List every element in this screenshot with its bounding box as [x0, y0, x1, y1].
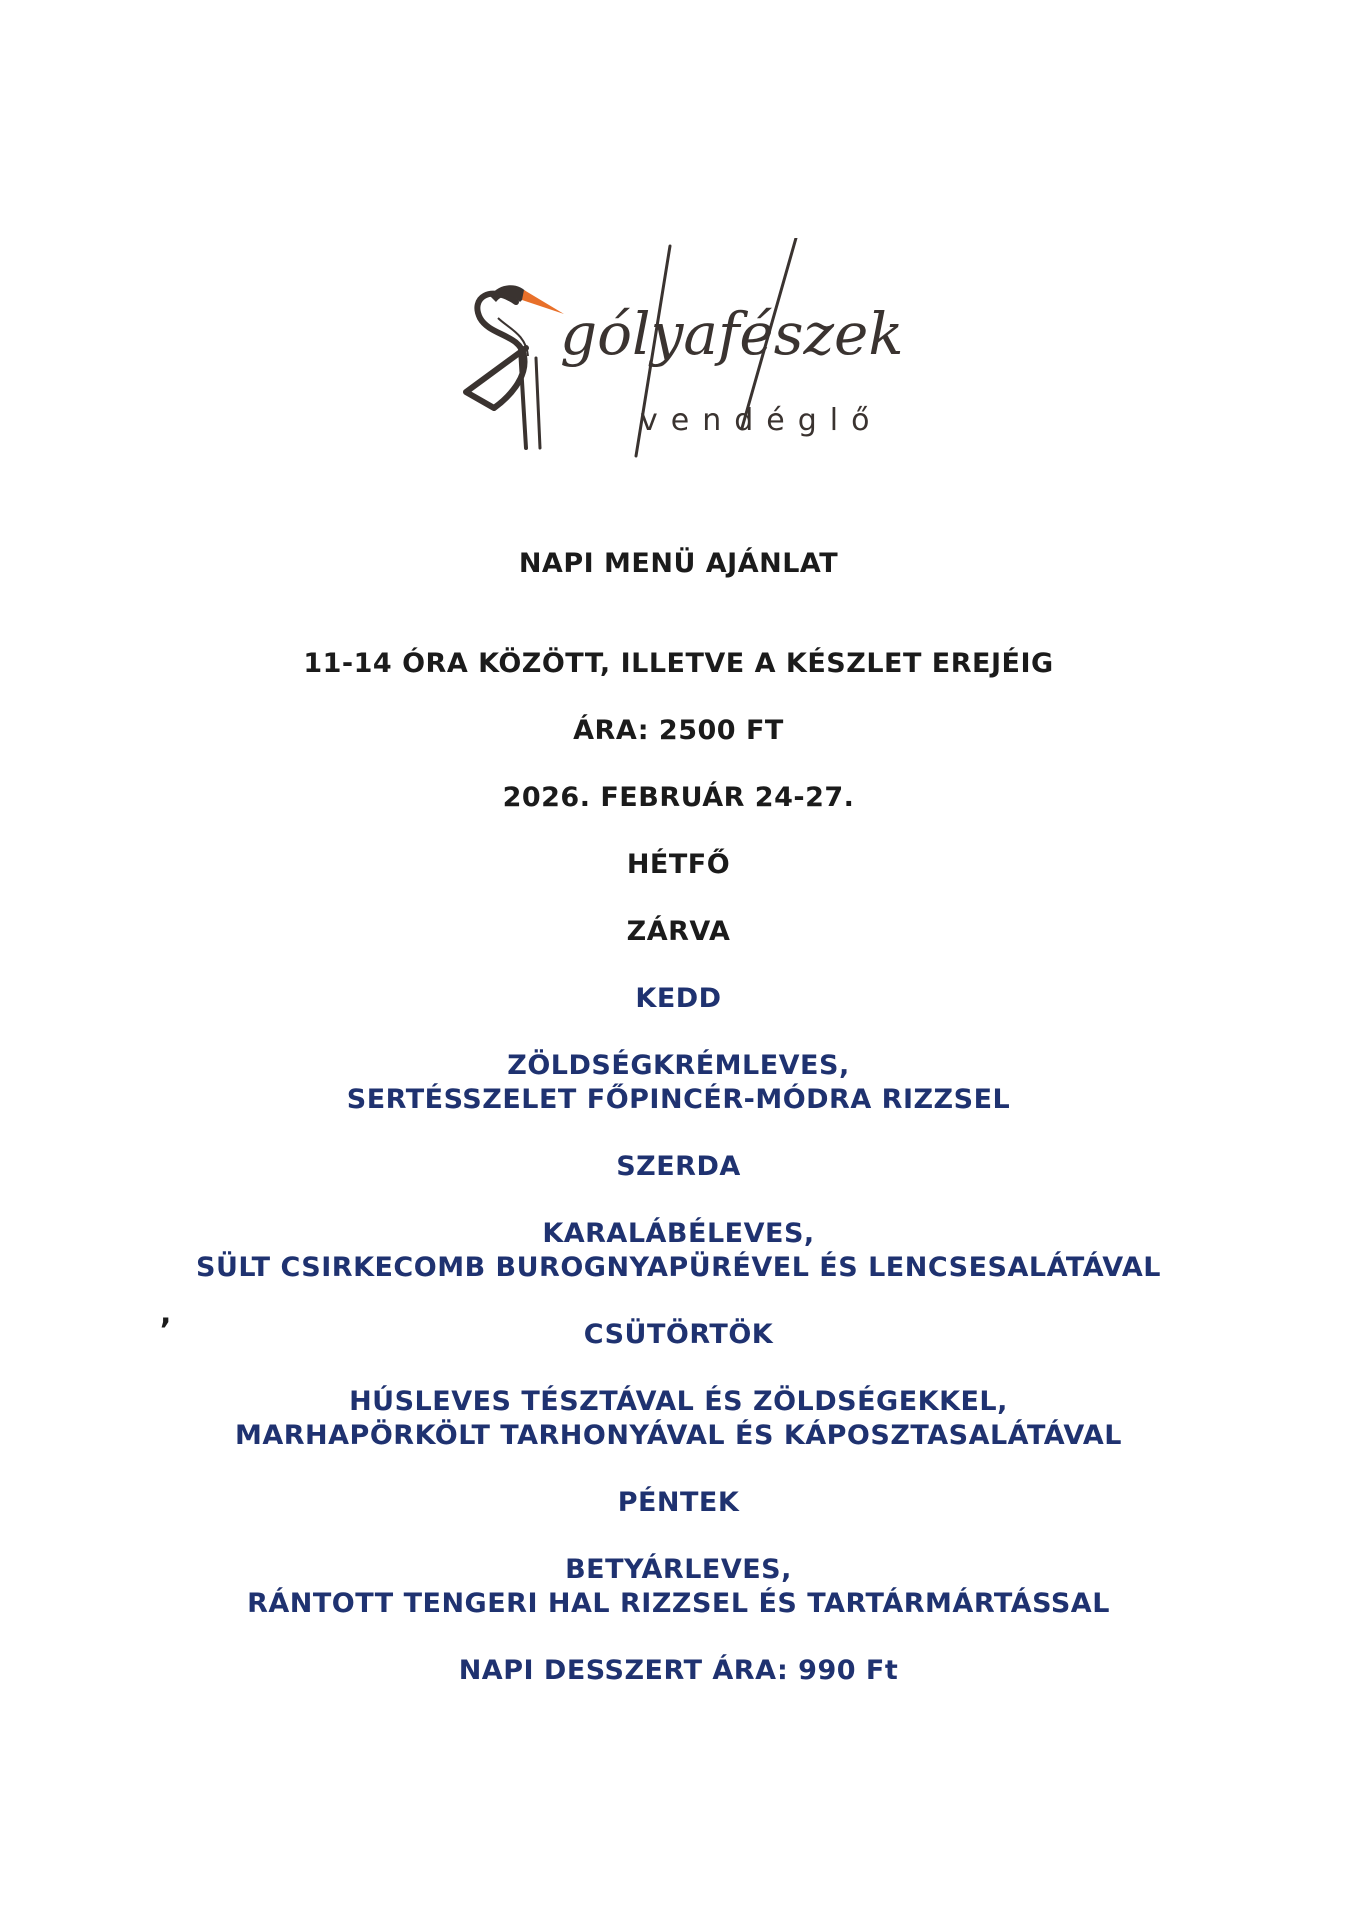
restaurant-logo [450, 238, 910, 468]
day-thursday: CSÜTÖRTÖK [583, 1319, 774, 1350]
wednesday-soup: KARALÁBÉLEVES, [542, 1218, 815, 1249]
thursday-main: MARHAPÖRKÖLT TARHONYÁVAL ÉS KÁPOSZTASALÁTÁVAL [234, 1420, 1123, 1451]
tuesday-main: SERTÉSSZELET FŐPINCÉR-MÓDRA RIZZSEL [346, 1084, 1011, 1115]
logo-wordmark: gólyafészek [560, 300, 904, 368]
day-monday: HÉTFŐ [626, 849, 731, 880]
day-wednesday: SZERDA [616, 1151, 741, 1182]
menu-date: 2026. FEBRUÁR 24-27. [502, 782, 855, 813]
stork-logo-icon [450, 238, 910, 468]
friday-soup: BETYÁRLEVES, [565, 1554, 792, 1585]
stray-mark: , [160, 1296, 172, 1331]
menu-price: ÁRA: 2500 FT [573, 715, 784, 746]
day-friday: PÉNTEK [617, 1487, 740, 1518]
logo-subtitle: vendéglő [640, 403, 883, 438]
friday-main: RÁNTOTT TENGERI HAL RIZZSEL ÉS TARTÁRMÁRTÁSSAL [247, 1588, 1110, 1619]
menu-heading: NAPI MENÜ AJÁNLAT [518, 548, 839, 579]
wednesday-main: SÜLT CSIRKECOMB BUROGNYAPÜRÉVEL ÉS LENCSESALÁTÁVAL [196, 1252, 1161, 1283]
tuesday-soup: ZÖLDSÉGKRÉMLEVES, [507, 1050, 850, 1081]
monday-closed: ZÁRVA [626, 916, 731, 947]
serving-hours: 11-14 ÓRA KÖZÖTT, ILLETVE A KÉSZLET EREJÉIG [303, 648, 1054, 679]
thursday-soup: HÚSLEVES TÉSZTÁVAL ÉS ZÖLDSÉGEKKEL, [349, 1386, 1008, 1417]
dessert-price: NAPI DESSZERT ÁRA: 990 Ft [458, 1655, 899, 1686]
day-tuesday: KEDD [635, 983, 722, 1014]
